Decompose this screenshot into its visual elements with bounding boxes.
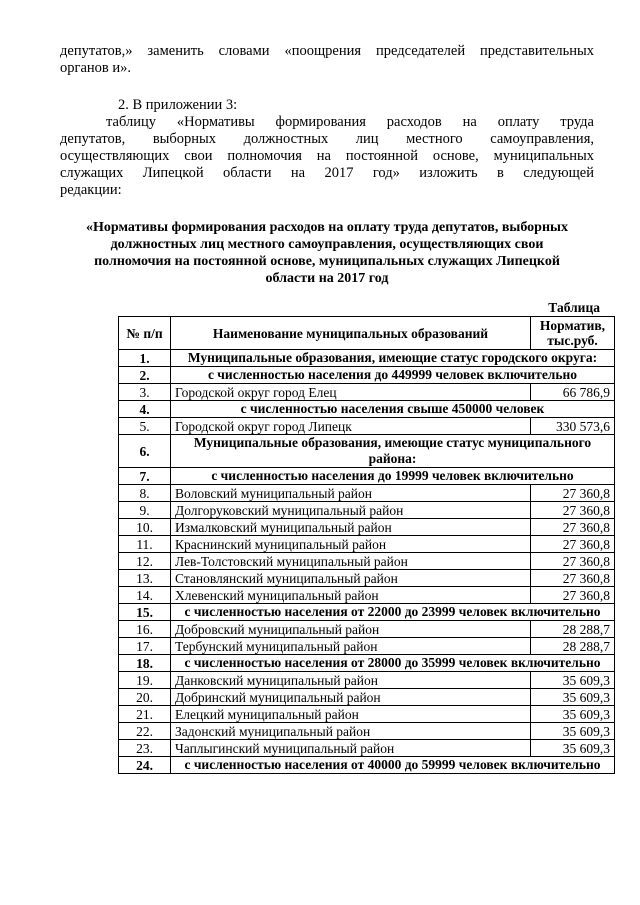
row-number: 4. (119, 401, 171, 418)
group-heading: Муниципальные образования, имеющие статус городского округа: (171, 350, 615, 367)
table-row (119, 350, 615, 367)
norm-value: 66 786,9 (531, 384, 615, 401)
text-line: депутатов,» заменить словами «поощрения председателей представительных (60, 43, 594, 59)
table-row (119, 655, 615, 672)
norm-value: 27 360,8 (531, 570, 615, 587)
row-number: 12. (119, 553, 171, 570)
norm-value: 35 609,3 (531, 672, 615, 689)
group-heading: Муниципальные образования, имеющие статус муниципального района: (171, 435, 615, 468)
row-number: 9. (119, 502, 171, 519)
municipality-name: Лев-Толстовский муниципальный район (171, 553, 531, 570)
norms-table (118, 316, 615, 774)
table-row (119, 570, 615, 587)
norm-value: 27 360,8 (531, 502, 615, 519)
municipality-name: Хлевенский муниципальный район (171, 587, 531, 604)
norm-value: 27 360,8 (531, 519, 615, 536)
row-number: 22. (119, 723, 171, 740)
table-row (119, 740, 615, 757)
table-row (119, 553, 615, 570)
municipality-name: Становлянский муниципальный район (171, 570, 531, 587)
municipality-name: Задонский муниципальный район (171, 723, 531, 740)
text-line: осуществляющих свои полномочия на постоянной основе, муниципальных (60, 148, 594, 164)
table-row (119, 485, 615, 502)
table-row (119, 367, 615, 384)
norm-value: 35 609,3 (531, 740, 615, 757)
table-row (119, 502, 615, 519)
row-number: 3. (119, 384, 171, 401)
norm-value: 28 288,7 (531, 621, 615, 638)
norm-value: 27 360,8 (531, 536, 615, 553)
group-heading: с численностью населения от 28000 до 35999 человек включительно (171, 655, 615, 672)
body-paragraph (60, 114, 594, 199)
text-line: органов и». (60, 60, 131, 76)
norm-value: 27 360,8 (531, 587, 615, 604)
norm-value: 28 288,7 (531, 638, 615, 655)
table-row (119, 519, 615, 536)
text-line: таблицу «Нормативы формирования расходов на оплату труда (106, 114, 594, 130)
header-norm: Норматив, тыс.руб. (531, 317, 615, 350)
table-row (119, 621, 615, 638)
row-number: 1. (119, 350, 171, 367)
municipality-name: Добровский муниципальный район (171, 621, 531, 638)
municipality-name: Городской округ город Липецк (171, 418, 531, 435)
header-num: № п/п (119, 317, 171, 350)
table-row (119, 401, 615, 418)
table-row (119, 672, 615, 689)
row-number: 19. (119, 672, 171, 689)
table-caption: Таблица (548, 300, 600, 315)
title-line: полномочия на постоянной основе, муниципальных служащих Липецкой (94, 254, 560, 269)
row-number: 24. (119, 757, 171, 774)
municipality-name: Добринский муниципальный район (171, 689, 531, 706)
table-row (119, 757, 615, 774)
title-line: должностных лиц местного самоуправления, осуществляющих свои (110, 237, 544, 252)
table-body (119, 350, 615, 774)
row-number: 5. (119, 418, 171, 435)
norm-value: 35 609,3 (531, 689, 615, 706)
item-heading: 2. В приложении 3: (118, 97, 238, 113)
row-number: 6. (119, 435, 171, 468)
municipality-name: Тербунский муниципальный район (171, 638, 531, 655)
table-row (119, 706, 615, 723)
municipality-name: Чаплыгинский муниципальный район (171, 740, 531, 757)
norm-value: 27 360,8 (531, 553, 615, 570)
row-number: 11. (119, 536, 171, 553)
row-number: 18. (119, 655, 171, 672)
norm-value: 35 609,3 (531, 706, 615, 723)
norm-value: 330 573,6 (531, 418, 615, 435)
group-heading: с численностью населения до 19999 человек включительно (171, 468, 615, 485)
group-heading: с численностью населения от 40000 до 59999 человек включительно (171, 757, 615, 774)
row-number: 17. (119, 638, 171, 655)
municipality-name: Воловский муниципальный район (171, 485, 531, 502)
table-row (119, 689, 615, 706)
table-row (119, 384, 615, 401)
municipality-name: Елецкий муниципальный район (171, 706, 531, 723)
row-number: 14. (119, 587, 171, 604)
row-number: 10. (119, 519, 171, 536)
group-heading: с численностью населения свыше 450000 человек (171, 401, 615, 418)
municipality-name: Измалковский муниципальный район (171, 519, 531, 536)
row-number: 21. (119, 706, 171, 723)
group-heading: с численностью населения от 22000 до 23999 человек включительно (171, 604, 615, 621)
title-line: области на 2017 год (265, 271, 389, 286)
table-row (119, 418, 615, 435)
text-line: депутатов, выборных должностных лиц местного самоуправления, (60, 131, 594, 147)
text-line: служащих Липецкой области на 2017 год» изложить в следующей (60, 165, 594, 181)
table-row (119, 604, 615, 621)
table-row (119, 723, 615, 740)
row-number: 16. (119, 621, 171, 638)
row-number: 13. (119, 570, 171, 587)
municipality-name: Долгоруковский муниципальный район (171, 502, 531, 519)
row-number: 8. (119, 485, 171, 502)
table-row (119, 587, 615, 604)
table-row (119, 468, 615, 485)
municipality-name: Городской округ город Елец (171, 384, 531, 401)
row-number: 20. (119, 689, 171, 706)
continuation-paragraph (60, 43, 594, 77)
row-number: 7. (119, 468, 171, 485)
group-heading: с численностью населения до 449999 человек включительно (171, 367, 615, 384)
row-number: 23. (119, 740, 171, 757)
table-row (119, 536, 615, 553)
norm-value: 35 609,3 (531, 723, 615, 740)
norm-value: 27 360,8 (531, 485, 615, 502)
table-row (119, 638, 615, 655)
row-number: 2. (119, 367, 171, 384)
municipality-name: Краснинский муниципальный район (171, 536, 531, 553)
document-title (60, 219, 594, 287)
text-line: редакции: (60, 182, 122, 198)
header-name: Наименование муниципальных образований (171, 317, 531, 350)
row-number: 15. (119, 604, 171, 621)
table-row (119, 435, 615, 468)
title-line: «Нормативы формирования расходов на оплату труда депутатов, выборных (86, 220, 568, 235)
municipality-name: Данковский муниципальный район (171, 672, 531, 689)
table-header-row (119, 317, 615, 350)
